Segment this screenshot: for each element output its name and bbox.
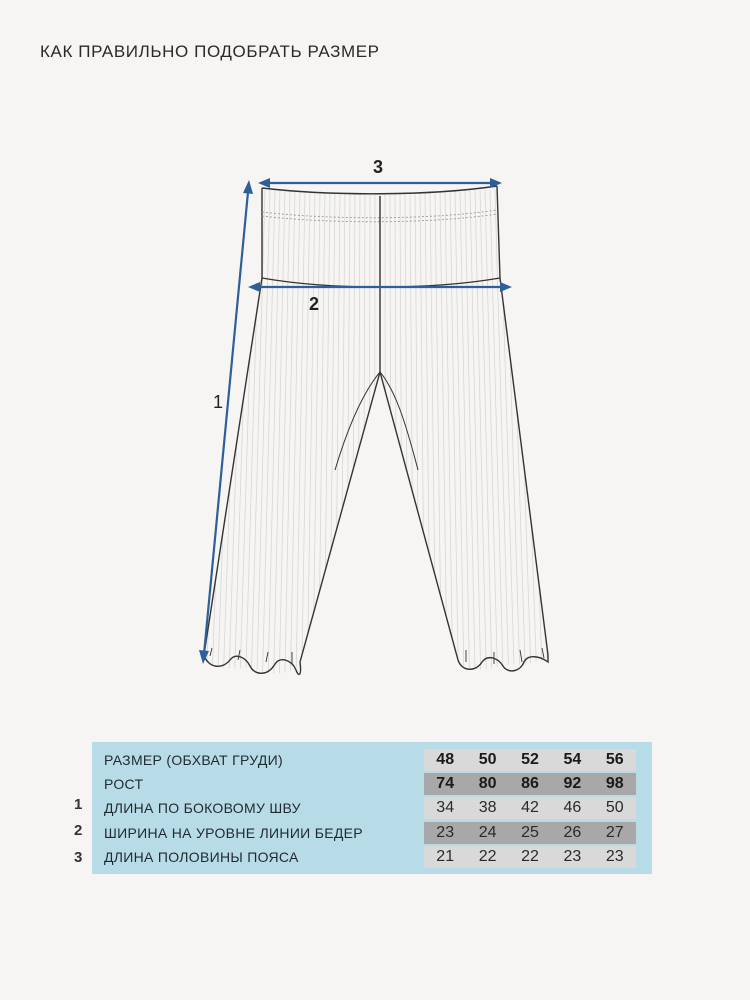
rib-line [495, 190, 509, 680]
row-label: РОСТ [104, 776, 144, 792]
table-cell: 92 [563, 775, 582, 792]
table-cell: 50 [605, 799, 624, 816]
rib-line [545, 190, 565, 680]
table-cell: 42 [521, 799, 539, 816]
table-row-half-waist [92, 846, 652, 868]
rib-line [550, 190, 570, 680]
size-table [92, 742, 652, 874]
rib-line [405, 190, 408, 680]
table-cell: 26 [563, 824, 582, 841]
rib-line [455, 190, 464, 680]
table-cell: 23 [436, 824, 455, 841]
measurement-arrows [199, 178, 512, 664]
table-cell: 98 [605, 775, 624, 792]
rib-line [420, 190, 425, 680]
rib-line [274, 190, 285, 680]
rib-line [173, 190, 195, 680]
row-values [424, 822, 636, 844]
row-label: ШИРИНА НА УРОВНЕ ЛИНИИ БЕДЕР [104, 825, 363, 841]
measurement-label-3: 3 [373, 157, 384, 177]
rib-line [430, 190, 436, 680]
rib-line [470, 190, 481, 680]
rib-line [318, 190, 325, 680]
table-cell: 24 [478, 824, 497, 841]
rib-line [415, 190, 419, 680]
rib-line [475, 190, 486, 680]
row-label: ДЛИНА ПО БОКОВОМУ ШВУ [104, 800, 301, 816]
rib-line [190, 190, 210, 680]
rib-line [535, 190, 554, 680]
table-cell: 25 [521, 824, 539, 841]
row-number-1: 1 [74, 796, 83, 813]
rib-line [257, 190, 270, 680]
row-values [424, 773, 636, 795]
table-cell: 38 [478, 799, 497, 816]
rib-line [184, 190, 205, 680]
rib-line [435, 190, 442, 680]
row-number-2: 2 [74, 822, 83, 839]
table-cell: 74 [436, 775, 455, 792]
table-cell: 23 [563, 848, 582, 865]
row-values [424, 846, 636, 868]
table-cell: 27 [605, 824, 624, 841]
table-row-side-length [92, 797, 652, 819]
rib-line [290, 190, 300, 680]
rib-line [268, 190, 280, 680]
page-title: КАК ПРАВИЛЬНО ПОДОБРАТЬ РАЗМЕР [40, 42, 380, 61]
table-cell: 23 [605, 848, 624, 865]
rib-line [285, 190, 295, 680]
table-row-hip-width [92, 822, 652, 844]
measurement-label-2: 2 [309, 294, 320, 314]
rib-line [279, 190, 290, 680]
rib-line [460, 190, 470, 680]
table-cell: 46 [563, 799, 582, 816]
table-cell: 22 [521, 848, 539, 865]
rib-line [262, 190, 275, 680]
rib-line [330, 190, 335, 680]
rib-line [251, 190, 265, 680]
rib-line [465, 190, 475, 680]
rib-line [555, 190, 576, 680]
table-cell: 56 [605, 751, 624, 768]
rib-line [178, 190, 200, 680]
rib-line [530, 190, 548, 680]
table-cell: 48 [436, 751, 455, 768]
row-number-3: 3 [74, 849, 83, 866]
rib-line [296, 190, 305, 680]
rib-line [212, 190, 230, 680]
rib-line [167, 190, 190, 680]
rib-line [540, 190, 559, 680]
rib-line [490, 190, 503, 680]
rib-line [560, 190, 582, 680]
rib-line [385, 190, 386, 680]
table-cell: 52 [521, 751, 539, 768]
rib-line [363, 190, 365, 680]
table-cell: 80 [478, 775, 497, 792]
rib-line [218, 190, 235, 680]
table-cell: 54 [563, 751, 582, 768]
rib-line [485, 190, 498, 680]
rib-line [324, 190, 330, 680]
rib-line [358, 190, 360, 680]
table-cell: 22 [478, 848, 497, 865]
rib-line [369, 190, 370, 680]
rib-line [400, 190, 402, 680]
rib-line [425, 190, 430, 680]
rib-line [480, 190, 492, 680]
rib-line [201, 190, 220, 680]
rib-line [335, 190, 340, 680]
table-cell: 34 [436, 799, 455, 816]
table-row-height [92, 773, 652, 795]
row-label: РАЗМЕР (ОБХВАТ ГРУДИ) [104, 752, 283, 768]
table-row-size [92, 749, 652, 771]
table-cell: 86 [521, 775, 539, 792]
table-cell: 21 [436, 848, 455, 865]
measurement-label-1: 1 [213, 392, 224, 412]
rib-line [525, 190, 542, 680]
rib-line [410, 190, 414, 680]
row-values [424, 749, 636, 771]
row-values [424, 797, 636, 819]
table-cell: 50 [478, 751, 497, 768]
rib-line [352, 190, 355, 680]
rib-line [390, 190, 391, 680]
rib-line [341, 190, 345, 680]
rib-line [374, 190, 375, 680]
row-label: ДЛИНА ПОЛОВИНЫ ПОЯСА [104, 849, 299, 865]
